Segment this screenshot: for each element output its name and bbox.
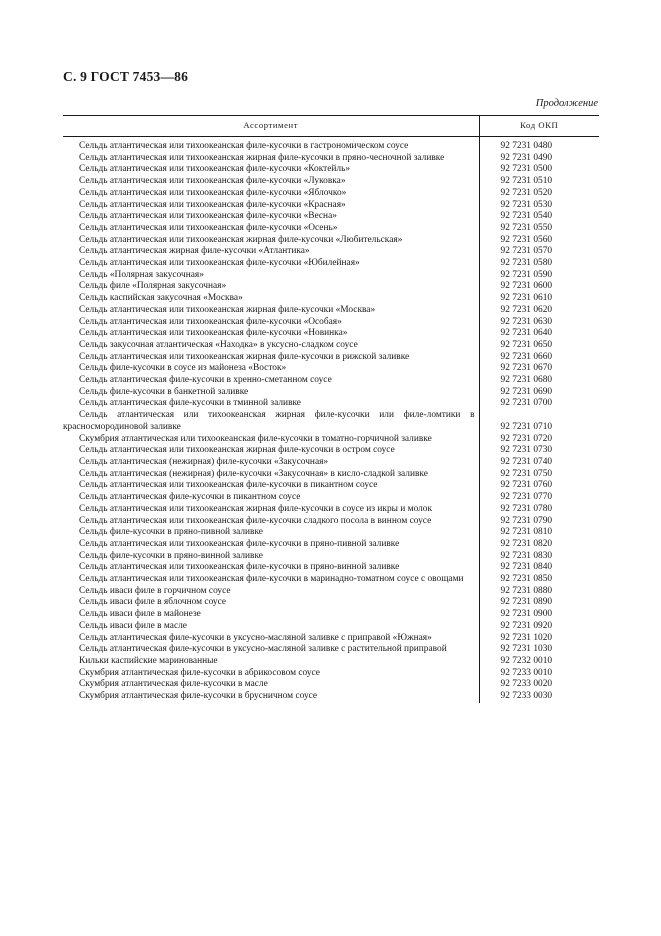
table-row [63, 211, 599, 223]
table-row [63, 551, 599, 563]
assortment-name: Сельдь атлантическая или тихоокеанская жирная филе-кусочки в соусе из икры и молок [79, 503, 433, 514]
assortment-name: Сельдь филе-кусочки в пряно-винной заливке [79, 550, 263, 561]
okp-code: 92 7231 0700 [479, 398, 599, 410]
assortment-name: Сельдь атлантическая или тихоокеанская филе-кусочки «Осень» [79, 222, 338, 233]
assortment-name: Сельдь атлантическая или тихоокеанская филе-кусочки «Коктейль» [79, 164, 351, 175]
table-row [63, 317, 599, 329]
assortment-name: Сельдь атлантическая или тихоокеанская филе-кусочки в пряно-пивной заливке [79, 538, 400, 549]
assortment-name: Сельдь атлантическая жирная филе-кусочки «Атлантика» [79, 246, 310, 257]
okp-code: 92 7231 0840 [479, 562, 599, 574]
table-row [63, 504, 599, 516]
okp-code: 92 7231 0560 [479, 235, 599, 247]
assortment-name: Сельдь атлантическая или тихоокеанская филе-кусочки в пряно-винной заливке [79, 562, 400, 573]
table-row [63, 270, 599, 282]
okp-code: 92 7231 0490 [479, 153, 599, 165]
table-row [63, 246, 599, 258]
assortment-name: Сельдь атлантическая или тихоокеанская филе-кусочки сладкого посола в винном соусе [79, 515, 432, 526]
assortment-name: Сельдь атлантическая или тихоокеанская филе-кусочки «Луковка» [79, 176, 346, 187]
table-row [63, 387, 599, 399]
table-row [63, 586, 599, 598]
okp-code: 92 7231 0820 [479, 539, 599, 551]
assortment-name: Сельдь атлантическая или тихоокеанская филе-кусочки в гастрономическом соусе [79, 141, 409, 151]
okp-code: 92 7231 0480 [479, 137, 599, 153]
okp-code: 92 7231 0570 [479, 246, 599, 258]
okp-code: 92 7231 0590 [479, 270, 599, 282]
assortment-name: Сельдь атлантическая филе-кусочки в уксусно-масляной заливке с растительной приправой [79, 644, 447, 655]
okp-code: 92 7231 0730 [479, 445, 599, 457]
okp-code: 92 7231 0880 [479, 586, 599, 598]
okp-code: 92 7231 0500 [479, 164, 599, 176]
assortment-name: Сельдь атлантическая филе-кусочки в тминной заливке [79, 398, 301, 409]
assortment-name: Сельдь филе «Полярная закусочная» [79, 281, 227, 292]
assortment-name: Скумбрия атлантическая филе-кусочки в абрикосовом соусе [79, 667, 320, 678]
table-row [63, 469, 599, 481]
assortment-name: Сельдь атлантическая или тихоокеанская филе-кусочки «Яблочко» [79, 187, 347, 198]
assortment-name: Сельдь закусочная атлантическая «Находка» в уксусно-сладком соусе [79, 339, 358, 350]
assortment-name: Сельдь атлантическая или тихоокеанская жирная филе-кусочки в рижской заливке [79, 351, 410, 362]
table-row [63, 679, 599, 691]
okp-code: 92 7231 0600 [479, 281, 599, 293]
table-row [63, 621, 599, 633]
assortment-name: Сельдь иваси филе в горчичном соусе [79, 585, 231, 596]
okp-code: 92 7231 1020 [479, 633, 599, 645]
table-row [63, 539, 599, 551]
table-row [63, 457, 599, 469]
assortment-name: Скумбрия атлантическая или тихоокеанская филе-кусочки в томатно-горчичной заливке [79, 433, 432, 444]
okp-code: 92 7231 0720 [479, 434, 599, 446]
okp-code: 92 7231 0580 [479, 258, 599, 270]
okp-code: 92 7231 0530 [479, 200, 599, 212]
assortment-name: Сельдь «Полярная закусочная» [79, 269, 204, 280]
assortment-name: Сельдь атлантическая или тихоокеанская филе-кусочки в пикантном соусе [79, 480, 378, 491]
continuation-label: Продолжение [535, 98, 598, 109]
table-row [63, 137, 599, 153]
assortment-name: Сельдь атлантическая или тихоокеанская жирная филе-кусочки в остром соусе [79, 445, 395, 456]
assortment-name: Сельдь атлантическая (нежирная) филе-кусочки «Закусочная» [79, 456, 329, 467]
page-header: С. 9 ГОСТ 7453—86 [63, 69, 189, 84]
table-row [63, 516, 599, 528]
assortment-name: Сельдь атлантическая или тихоокеанская филе-кусочки «Особая» [79, 316, 342, 327]
okp-code: 92 7231 0920 [479, 621, 599, 633]
okp-code: 92 7231 0810 [479, 527, 599, 539]
okp-code: 92 7231 0710 [479, 410, 599, 433]
okp-code: 92 7231 0900 [479, 609, 599, 621]
table-row [63, 281, 599, 293]
okp-code: 92 7231 0660 [479, 352, 599, 364]
okp-code: 92 7231 0790 [479, 516, 599, 528]
table-row [63, 562, 599, 574]
assortment-name: Сельдь атлантическая филе-кусочки в уксусно-масляной заливке с приправой «Южная» [79, 632, 432, 643]
table-row [63, 340, 599, 352]
table-row [63, 328, 599, 340]
okp-code: 92 7231 0640 [479, 328, 599, 340]
okp-code: 92 7231 0740 [479, 457, 599, 469]
assortment-table [63, 115, 599, 703]
table-row [63, 597, 599, 609]
okp-code: 92 7232 0010 [479, 656, 599, 668]
assortment-name: Сельдь атлантическая или тихоокеанская филе-кусочки «Весна» [79, 211, 337, 222]
assortment-name: Сельдь атлантическая или тихоокеанская филе-кусочки «Красная» [79, 199, 346, 210]
okp-code: 92 7231 0890 [479, 597, 599, 609]
okp-code: 92 7231 0760 [479, 480, 599, 492]
assortment-name: Сельдь атлантическая или тихоокеанская жирная филе-кусочки «Любительская» [79, 234, 403, 245]
table-row [63, 200, 599, 212]
table-row [63, 223, 599, 235]
table-row [63, 492, 599, 504]
column-header-okp-code: Код ОКП [479, 116, 599, 137]
table-row [63, 656, 599, 668]
table-row [63, 668, 599, 680]
okp-code: 92 7231 1030 [479, 644, 599, 656]
table-row [63, 235, 599, 247]
table-row [63, 363, 599, 375]
table-row [63, 527, 599, 539]
okp-code: 92 7233 0020 [479, 679, 599, 691]
table-row [63, 480, 599, 492]
assortment-name: Сельдь атлантическая или тихоокеанская филе-кусочки «Юбилейная» [79, 258, 360, 269]
okp-code: 92 7231 0610 [479, 293, 599, 305]
assortment-name: Сельдь атлантическая филе-кусочки в хренно-сметанном соусе [79, 375, 332, 386]
table-row [63, 445, 599, 457]
column-header-assortment: Ассортимент [63, 116, 479, 137]
table-row [63, 691, 599, 703]
table-row [63, 164, 599, 176]
okp-code: 92 7231 0770 [479, 492, 599, 504]
table-row [63, 375, 599, 387]
okp-code: 92 7231 0780 [479, 504, 599, 516]
assortment-name: Сельдь каспийская закусочная «Москва» [79, 293, 243, 304]
assortment-name: Сельдь атлантическая или тихоокеанская филе-кусочки в маринадно-томатном соусе с овощами [79, 574, 464, 585]
table-row [63, 574, 599, 586]
okp-code: 92 7231 0850 [479, 574, 599, 586]
table-row [63, 398, 599, 410]
table-row [63, 609, 599, 621]
okp-code: 92 7231 0540 [479, 211, 599, 223]
assortment-name: Скумбрия атлантическая филе-кусочки в масле [79, 679, 268, 690]
table-row [63, 352, 599, 364]
okp-code: 92 7231 0510 [479, 176, 599, 188]
okp-code: 92 7231 0830 [479, 551, 599, 563]
okp-code: 92 7231 0680 [479, 375, 599, 387]
table-header-row [63, 116, 599, 137]
assortment-name: Сельдь атлантическая филе-кусочки в пикантном соусе [79, 492, 301, 503]
table-row [63, 434, 599, 446]
okp-code: 92 7233 0030 [479, 691, 599, 703]
assortment-name: Сельдь иваси филе в майонезе [79, 609, 201, 620]
table-row [63, 153, 599, 165]
okp-code: 92 7231 0750 [479, 469, 599, 481]
table-row [63, 410, 599, 433]
assortment-name: Кильки каспийские маринованные [79, 655, 218, 666]
assortment-name: Сельдь иваси филе в масле [79, 620, 187, 631]
table-row [63, 305, 599, 317]
assortment-name: Сельдь атлантическая или тихоокеанская жирная филе-кусочки в пряно-чесночной заливке [79, 152, 445, 163]
table-row [63, 633, 599, 645]
table-row [63, 258, 599, 270]
table-row [63, 644, 599, 656]
okp-code: 92 7231 0550 [479, 223, 599, 235]
assortment-name: Сельдь атлантическая или тихоокеанская жирная филе-кусочки «Москва» [79, 304, 376, 315]
table-row [63, 293, 599, 305]
assortment-name: Сельдь филе-кусочки в банкетной заливке [79, 386, 249, 397]
table-row [63, 188, 599, 200]
okp-code: 92 7233 0010 [479, 668, 599, 680]
okp-code: 92 7231 0650 [479, 340, 599, 352]
okp-code: 92 7231 0520 [479, 188, 599, 200]
okp-code: 92 7231 0670 [479, 363, 599, 375]
okp-code: 92 7231 0620 [479, 305, 599, 317]
okp-code: 92 7231 0690 [479, 387, 599, 399]
assortment-name: Сельдь филе-кусочки в соусе из майонеза «Восток» [79, 363, 287, 374]
assortment-name: Сельдь атлантическая (нежирная) филе-кусочки «Закусочная» в кисло-сладкой заливке [79, 468, 428, 479]
okp-code: 92 7231 0630 [479, 317, 599, 329]
assortment-name: Скумбрия атлантическая филе-кусочки в брусничном соусе [79, 691, 318, 702]
assortment-name: Сельдь атлантическая или тихоокеанская филе-кусочки «Новинка» [79, 328, 348, 339]
assortment-name: Сельдь иваси филе в яблочном соусе [79, 597, 227, 608]
assortment-name: Сельдь атлантическая или тихоокеанская жирная филе-кусочки или филе-ломтики в красносмородиновой заливке [63, 410, 475, 432]
table-row [63, 176, 599, 188]
assortment-name: Сельдь филе-кусочки в пряно-пивной заливке [79, 527, 263, 538]
